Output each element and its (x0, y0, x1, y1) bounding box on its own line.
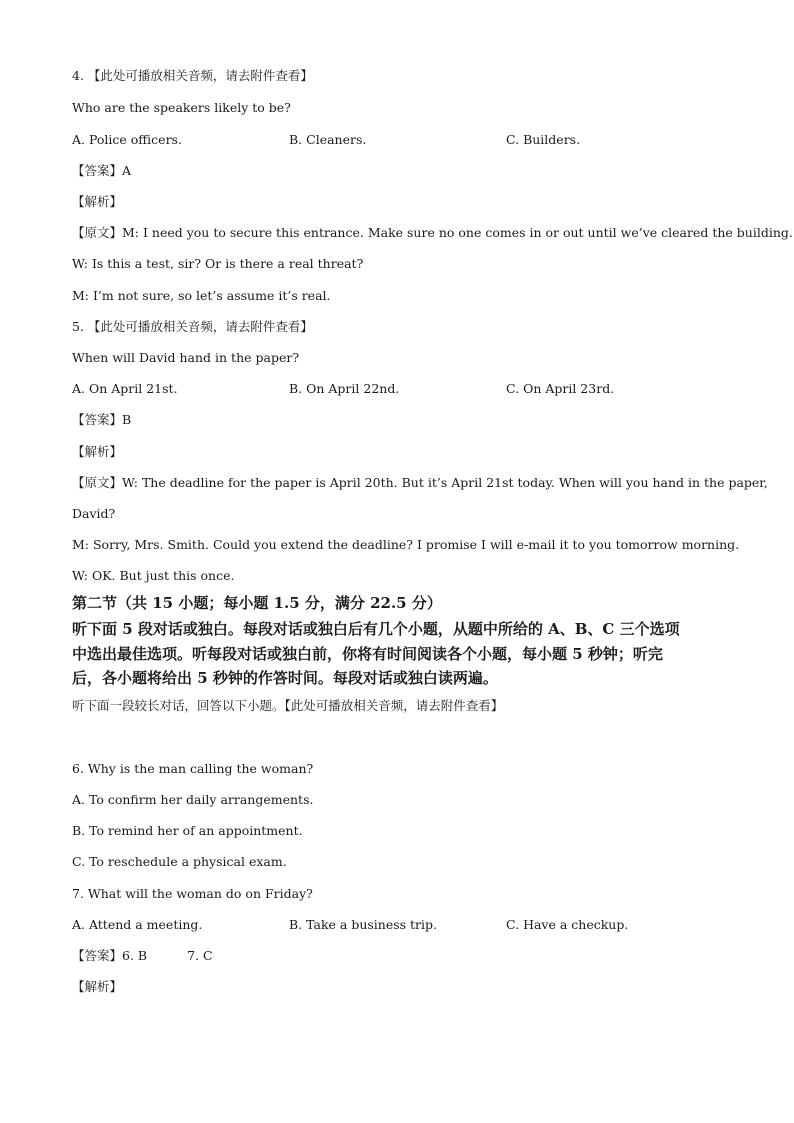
answer-7: 7. C (187, 948, 213, 963)
q7-question: 7. What will the woman do on Friday? (72, 886, 313, 901)
q5-analysis: 【解析】 (72, 444, 123, 459)
q4-option-c: C. Builders. (506, 132, 581, 147)
section-title: 第二节（共 15 小题；每小题 1.5 分，满分 22.5 分） (72, 594, 442, 612)
analysis-6-7: 【解析】 (72, 979, 123, 994)
q5-header: 5. 【此处可播放相关音频，请去附件查看】 (72, 319, 313, 334)
q6-option-b: B. To remind her of an appointment. (72, 823, 303, 838)
q4-header: 4. 【此处可播放相关音频，请去附件查看】 (72, 68, 313, 83)
q4-option-a: A. Police officers. (72, 132, 182, 147)
section-instruction: 中选出最佳选项。听每段对话或独白前，你将有时间阅读各个小题，每小题 5 秒钟；听完 (72, 645, 663, 663)
q7-option-a: A. Attend a meeting. (72, 917, 203, 932)
q5-transcript-line: 【原文】W: The deadline for the paper is April 20th. But it’s April 21st today. When will you hand in the paper, (72, 475, 768, 490)
section-instruction: 听下面 5 段对话或独白。每段对话或独白后有几个小题，从题中所给的 A、B、C 三个选项 (72, 620, 680, 638)
q4-transcript-line: 【原文】M: I need you to secure this entrance. Make sure no one comes in or out until we’ve cleared the building. (72, 225, 793, 240)
answer-6: 【答案】6. B (72, 948, 148, 963)
answers-6-7 (72, 948, 213, 964)
q6-option-a: A. To confirm her daily arrangements. (72, 792, 314, 807)
q4-answer: 【答案】A (72, 163, 132, 178)
q5-answer: 【答案】B (72, 412, 132, 427)
q6-option-c: C. To reschedule a physical exam. (72, 854, 287, 869)
q7-option-c: C. Have a checkup. (506, 917, 629, 932)
q4-transcript-line: W: Is this a test, sir? Or is there a real threat? (72, 256, 364, 271)
section-lead: 听下面一段较长对话，回答以下小题。【此处可播放相关音频，请去附件查看】 (72, 698, 504, 713)
q7-option-b: B. Take a business trip. (289, 917, 438, 932)
q5-question: When will David hand in the paper? (72, 350, 300, 365)
q5-option-b: B. On April 22nd. (289, 381, 400, 396)
q4-transcript-line: M: I’m not sure, so let’s assume it’s real. (72, 288, 331, 303)
q4-option-b: B. Cleaners. (289, 132, 367, 147)
q5-transcript-line: W: OK. But just this once. (72, 568, 235, 583)
q5-option-a: A. On April 21st. (72, 381, 178, 396)
q4-question: Who are the speakers likely to be? (72, 100, 291, 115)
q6-question: 6. Why is the man calling the woman? (72, 761, 314, 776)
q4-analysis: 【解析】 (72, 194, 123, 209)
q5-transcript-line: M: Sorry, Mrs. Smith. Could you extend the deadline? I promise I will e-mail it to you tomorrow morning. (72, 537, 740, 552)
q5-option-c: C. On April 23rd. (506, 381, 615, 396)
q5-transcript-line: David? (72, 506, 116, 521)
section-instruction: 后，各小题将给出 5 秒钟的作答时间。每段对话或独白读两遍。 (72, 669, 498, 687)
